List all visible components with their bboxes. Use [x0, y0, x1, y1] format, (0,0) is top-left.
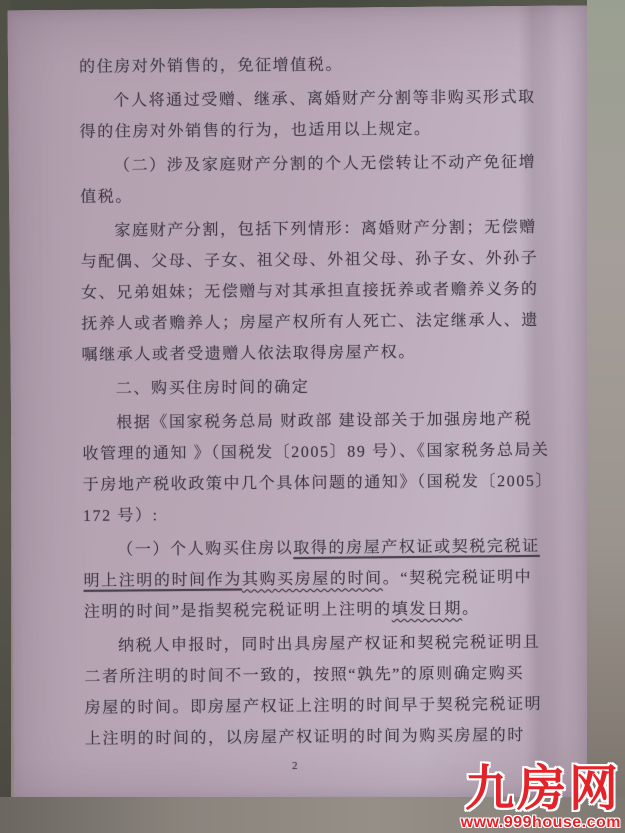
- site-watermark: [461, 762, 621, 832]
- photo-background-right: [587, 0, 625, 833]
- document-line: [83, 497, 553, 532]
- text-segment: （二）涉及家庭财产分割的个人无偿转让不动产免征增: [113, 153, 537, 175]
- document-line: [82, 435, 552, 470]
- document-line: [80, 147, 550, 182]
- document-line: [84, 593, 554, 628]
- text-segment: 二者所注明的时间不一致的，按照“孰先”的原则确定购买: [84, 665, 525, 686]
- document-line: [81, 243, 551, 278]
- site-url: www.999house.com: [460, 814, 621, 831]
- document-line: [83, 562, 553, 597]
- underlined-text: 取得的房屋产权证或契税完税证: [293, 537, 540, 558]
- document-line: [81, 274, 551, 309]
- text-segment: 抚养人或者赡养人；房屋产权所有人死亡、法定继承人、遗: [81, 311, 539, 333]
- document-line: [79, 113, 549, 148]
- document-line: [81, 305, 551, 340]
- document-page: [8, 5, 595, 802]
- text-segment: 嘱继承人或者受遗赠人依法取得房屋产权。: [81, 343, 417, 364]
- document-line: [82, 404, 552, 439]
- text-segment: 二、购买住房时间的确定: [115, 378, 310, 398]
- underlined-text: 其购买房屋的时间: [241, 570, 383, 589]
- document-line: [83, 531, 553, 566]
- document-line: [80, 178, 550, 213]
- document-line: [85, 720, 555, 755]
- site-logo: 九房网: [464, 762, 621, 816]
- text-segment: 上注明的时间的，以房屋产权证明的时间为购买房屋的时: [84, 727, 525, 748]
- text-segment: 与配偶、父母、子女、祖父母、外祖父母、孙子女、外孙子: [80, 249, 539, 271]
- document-line: [85, 689, 555, 724]
- text-segment: （一）个人购买住房以: [117, 540, 294, 559]
- underlined-text: 填发日期: [391, 600, 463, 619]
- document-line: [81, 336, 551, 371]
- document-line: [80, 212, 550, 247]
- text-segment: 值税。: [80, 188, 134, 206]
- text-segment: 得的住房对外销售的行为，也适用以上规定。: [79, 120, 432, 141]
- text-segment: 于房地产税收政策中几个具体问题的通知》（国税发〔2005〕: [82, 472, 554, 494]
- text-segment: 收管理的通知 》（国税发〔2005〕89 号）、《国家税务总局关: [82, 441, 550, 463]
- document-line: [82, 370, 552, 405]
- document-line: [83, 466, 553, 501]
- underlined-text: 明上注明的时间作为: [83, 571, 243, 590]
- text-segment: 。: [462, 600, 480, 618]
- text-segment: 房屋的时间。即房屋产权证上注明的时间早于契税完税证明: [84, 695, 543, 717]
- document-body: [79, 48, 555, 755]
- text-segment: 注明的时间”是指契税完税证明上注明的: [83, 601, 392, 621]
- text-segment: 的住房对外销售的，免征增值税。: [78, 56, 344, 76]
- text-segment: 家庭财产分割，包括下列情形：离婚财产分割；无偿赠: [114, 218, 537, 240]
- text-segment: 女、兄弟姐妹；无偿赠与对其承担直接抚养或者赡养义务的: [80, 280, 539, 302]
- text-segment: 根据《国家税务总局 财政部 建设部关于加强房地产税: [116, 410, 533, 432]
- text-segment: 纳税人申报时，同时出具房屋产权证和契税完税证明且: [118, 633, 541, 655]
- document-line: [84, 627, 554, 662]
- document-line: [79, 48, 549, 83]
- text-segment: 172 号）:: [82, 507, 159, 525]
- document-line: [79, 82, 549, 117]
- text-segment: 。“契税完税证明中: [382, 568, 533, 588]
- document-line: [84, 658, 554, 693]
- text-segment: 个人将通过受赠、继承、离婚财产分割等非购买形式取: [113, 88, 536, 110]
- page-number: 2: [292, 760, 298, 772]
